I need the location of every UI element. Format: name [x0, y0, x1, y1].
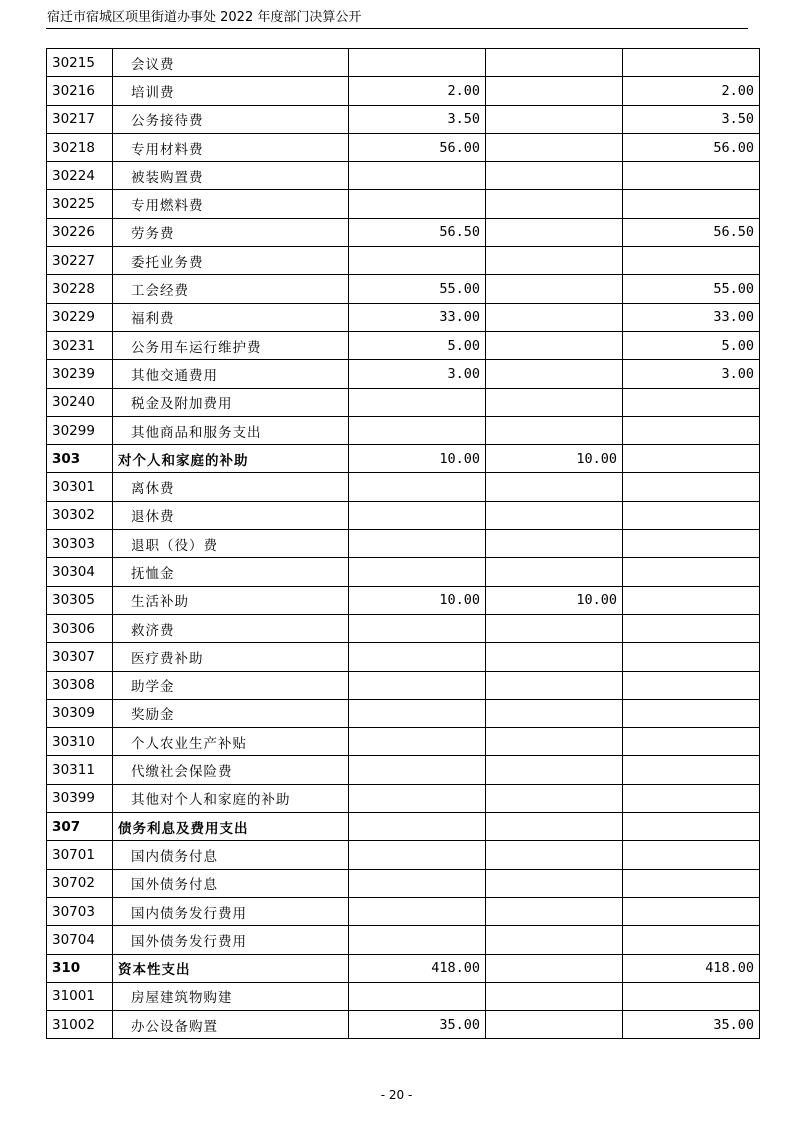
row-amount-total-cell [349, 614, 486, 642]
row-amount-total-cell [349, 784, 486, 812]
row-code-cell: 30226 [47, 218, 113, 246]
row-name-cell: 劳务费 [113, 218, 349, 246]
row-amount-personnel-cell [486, 756, 623, 784]
table-row [47, 501, 760, 529]
row-code-cell: 30399 [47, 784, 113, 812]
category-row [47, 445, 760, 473]
row-amount-personnel-cell [486, 275, 623, 303]
row-amount-total-cell: 2.00 [349, 77, 486, 105]
row-name-cell: 房屋建筑物购建 [113, 982, 349, 1010]
row-amount-total-cell: 55.00 [349, 275, 486, 303]
row-amount-total-cell [349, 501, 486, 529]
row-code-cell: 30701 [47, 841, 113, 869]
row-name-cell: 对个人和家庭的补助 [113, 445, 349, 473]
row-amount-total-cell [349, 643, 486, 671]
row-code-cell: 30307 [47, 643, 113, 671]
row-name-cell: 退休费 [113, 501, 349, 529]
row-code-cell: 30702 [47, 869, 113, 897]
row-amount-personnel-cell [486, 473, 623, 501]
row-amount-public-cell [623, 162, 760, 190]
row-amount-public-cell [623, 388, 760, 416]
row-name-cell: 公务接待费 [113, 105, 349, 133]
row-name-cell: 工会经费 [113, 275, 349, 303]
row-amount-total-cell [349, 162, 486, 190]
row-amount-total-cell [349, 728, 486, 756]
row-amount-personnel-cell: 10.00 [486, 445, 623, 473]
row-code-cell: 30218 [47, 133, 113, 161]
row-amount-personnel-cell [486, 247, 623, 275]
table-row [47, 699, 760, 727]
table-row [47, 558, 760, 586]
row-amount-public-cell [623, 982, 760, 1010]
row-amount-public-cell: 33.00 [623, 303, 760, 331]
row-amount-total-cell [349, 869, 486, 897]
row-amount-total-cell [349, 558, 486, 586]
table-row [47, 388, 760, 416]
row-code-cell: 30224 [47, 162, 113, 190]
row-amount-personnel-cell [486, 388, 623, 416]
row-amount-public-cell [623, 784, 760, 812]
row-amount-public-cell [623, 897, 760, 925]
row-amount-public-cell [623, 841, 760, 869]
row-code-cell: 30215 [47, 49, 113, 77]
row-code-cell: 30306 [47, 614, 113, 642]
row-amount-public-cell [623, 671, 760, 699]
row-amount-personnel-cell [486, 558, 623, 586]
row-name-cell: 其他交通费用 [113, 360, 349, 388]
row-amount-personnel-cell [486, 982, 623, 1010]
table-row [47, 728, 760, 756]
row-amount-personnel-cell [486, 105, 623, 133]
row-code-cell: 30308 [47, 671, 113, 699]
row-name-cell: 个人农业生产补贴 [113, 728, 349, 756]
row-amount-total-cell: 418.00 [349, 954, 486, 982]
table-row [47, 982, 760, 1010]
row-amount-personnel-cell [486, 1011, 623, 1039]
row-amount-total-cell [349, 897, 486, 925]
category-row [47, 813, 760, 841]
table-row [47, 756, 760, 784]
row-amount-public-cell [623, 445, 760, 473]
row-amount-total-cell [349, 190, 486, 218]
table-row [47, 643, 760, 671]
row-amount-personnel-cell [486, 699, 623, 727]
row-amount-public-cell [623, 558, 760, 586]
row-amount-public-cell [623, 643, 760, 671]
row-amount-personnel-cell [486, 530, 623, 558]
row-code-cell: 307 [47, 813, 113, 841]
row-amount-total-cell: 56.00 [349, 133, 486, 161]
row-amount-public-cell [623, 728, 760, 756]
row-amount-personnel-cell [486, 728, 623, 756]
row-amount-public-cell: 55.00 [623, 275, 760, 303]
row-amount-public-cell [623, 586, 760, 614]
row-amount-public-cell: 35.00 [623, 1011, 760, 1039]
row-name-cell: 专用燃料费 [113, 190, 349, 218]
row-amount-personnel-cell [486, 190, 623, 218]
row-code-cell: 30229 [47, 303, 113, 331]
row-amount-public-cell [623, 756, 760, 784]
row-code-cell: 31001 [47, 982, 113, 1010]
row-amount-total-cell [349, 388, 486, 416]
row-amount-total-cell [349, 416, 486, 444]
row-amount-total-cell [349, 473, 486, 501]
table-row [47, 162, 760, 190]
row-amount-public-cell [623, 501, 760, 529]
table-row [47, 275, 760, 303]
row-amount-public-cell: 5.00 [623, 331, 760, 359]
table-row [47, 247, 760, 275]
row-amount-public-cell [623, 530, 760, 558]
row-amount-personnel-cell [486, 77, 623, 105]
row-code-cell: 30301 [47, 473, 113, 501]
row-name-cell: 抚恤金 [113, 558, 349, 586]
row-amount-personnel-cell [486, 331, 623, 359]
row-amount-personnel-cell [486, 926, 623, 954]
row-amount-personnel-cell [486, 897, 623, 925]
row-amount-public-cell: 56.00 [623, 133, 760, 161]
page-number: - 20 - [380, 1088, 413, 1102]
row-amount-personnel-cell [486, 360, 623, 388]
row-amount-personnel-cell [486, 218, 623, 246]
row-name-cell: 退职（役）费 [113, 530, 349, 558]
row-code-cell: 30225 [47, 190, 113, 218]
table-row [47, 331, 760, 359]
row-amount-personnel-cell [486, 162, 623, 190]
row-code-cell: 30305 [47, 586, 113, 614]
row-amount-public-cell [623, 190, 760, 218]
table-row [47, 869, 760, 897]
row-name-cell: 债务利息及费用支出 [113, 813, 349, 841]
row-name-cell: 奖励金 [113, 699, 349, 727]
row-amount-personnel-cell [486, 954, 623, 982]
row-amount-total-cell: 56.50 [349, 218, 486, 246]
table-row [47, 303, 760, 331]
row-amount-total-cell [349, 756, 486, 784]
row-amount-total-cell [349, 813, 486, 841]
header-divider [46, 28, 748, 29]
row-name-cell: 专用材料费 [113, 133, 349, 161]
row-amount-public-cell [623, 473, 760, 501]
row-name-cell: 会议费 [113, 49, 349, 77]
row-amount-personnel-cell [486, 501, 623, 529]
row-amount-total-cell: 5.00 [349, 331, 486, 359]
table-row [47, 77, 760, 105]
row-amount-public-cell [623, 614, 760, 642]
row-code-cell: 30311 [47, 756, 113, 784]
table-row [47, 1011, 760, 1039]
row-name-cell: 福利费 [113, 303, 349, 331]
row-name-cell: 委托业务费 [113, 247, 349, 275]
row-name-cell: 资本性支出 [113, 954, 349, 982]
table-row [47, 360, 760, 388]
row-amount-total-cell [349, 49, 486, 77]
table-row [47, 133, 760, 161]
row-name-cell: 生活补助 [113, 586, 349, 614]
table-row [47, 218, 760, 246]
table-row [47, 190, 760, 218]
table-row [47, 530, 760, 558]
row-amount-personnel-cell [486, 614, 623, 642]
row-code-cell: 30704 [47, 926, 113, 954]
row-amount-personnel-cell [486, 49, 623, 77]
row-code-cell: 30239 [47, 360, 113, 388]
row-amount-personnel-cell [486, 303, 623, 331]
row-amount-personnel-cell [486, 784, 623, 812]
row-amount-personnel-cell [486, 133, 623, 161]
row-code-cell: 30231 [47, 331, 113, 359]
row-amount-total-cell [349, 247, 486, 275]
row-amount-public-cell [623, 699, 760, 727]
row-amount-public-cell [623, 813, 760, 841]
row-amount-total-cell [349, 841, 486, 869]
row-code-cell: 30227 [47, 247, 113, 275]
row-code-cell: 30703 [47, 897, 113, 925]
row-code-cell: 30216 [47, 77, 113, 105]
row-amount-total-cell: 33.00 [349, 303, 486, 331]
row-amount-total-cell [349, 982, 486, 1010]
expenditure-table [46, 48, 760, 1039]
row-code-cell: 30303 [47, 530, 113, 558]
table-row [47, 473, 760, 501]
row-amount-public-cell [623, 416, 760, 444]
row-amount-total-cell [349, 671, 486, 699]
row-amount-public-cell [623, 49, 760, 77]
row-amount-public-cell: 3.50 [623, 105, 760, 133]
row-amount-total-cell: 35.00 [349, 1011, 486, 1039]
row-name-cell: 救济费 [113, 614, 349, 642]
table-row [47, 926, 760, 954]
row-code-cell: 310 [47, 954, 113, 982]
row-amount-public-cell [623, 926, 760, 954]
row-name-cell: 国内债务发行费用 [113, 897, 349, 925]
table-row [47, 105, 760, 133]
row-code-cell: 31002 [47, 1011, 113, 1039]
row-amount-total-cell: 10.00 [349, 586, 486, 614]
row-amount-personnel-cell: 10.00 [486, 586, 623, 614]
row-name-cell: 其他对个人和家庭的补助 [113, 784, 349, 812]
row-amount-personnel-cell [486, 813, 623, 841]
row-amount-personnel-cell [486, 671, 623, 699]
table-row [47, 614, 760, 642]
row-amount-personnel-cell [486, 869, 623, 897]
category-row [47, 954, 760, 982]
row-name-cell: 税金及附加费用 [113, 388, 349, 416]
row-name-cell: 国外债务发行费用 [113, 926, 349, 954]
table-row [47, 586, 760, 614]
row-name-cell: 助学金 [113, 671, 349, 699]
row-name-cell: 国外债务付息 [113, 869, 349, 897]
row-amount-personnel-cell [486, 841, 623, 869]
row-name-cell: 离休费 [113, 473, 349, 501]
row-amount-public-cell: 56.50 [623, 218, 760, 246]
row-code-cell: 30217 [47, 105, 113, 133]
row-code-cell: 30299 [47, 416, 113, 444]
row-code-cell: 303 [47, 445, 113, 473]
row-code-cell: 30228 [47, 275, 113, 303]
row-amount-public-cell: 2.00 [623, 77, 760, 105]
row-amount-personnel-cell [486, 416, 623, 444]
row-code-cell: 30302 [47, 501, 113, 529]
row-name-cell: 被装购置费 [113, 162, 349, 190]
row-amount-personnel-cell [486, 643, 623, 671]
row-amount-total-cell: 10.00 [349, 445, 486, 473]
row-name-cell: 其他商品和服务支出 [113, 416, 349, 444]
row-amount-public-cell: 3.00 [623, 360, 760, 388]
row-name-cell: 代缴社会保险费 [113, 756, 349, 784]
table-row [47, 784, 760, 812]
table-row [47, 671, 760, 699]
row-amount-total-cell [349, 530, 486, 558]
table-row [47, 49, 760, 77]
row-name-cell: 医疗费补助 [113, 643, 349, 671]
row-amount-total-cell: 3.50 [349, 105, 486, 133]
expenditure-table-body [47, 49, 760, 1039]
table-row [47, 841, 760, 869]
page-header-title: 宿迁市宿城区项里街道办事处 2022 年度部门决算公开 [47, 10, 362, 25]
row-name-cell: 培训费 [113, 77, 349, 105]
row-amount-public-cell [623, 869, 760, 897]
row-name-cell: 国内债务付息 [113, 841, 349, 869]
row-name-cell: 公务用车运行维护费 [113, 331, 349, 359]
row-amount-total-cell [349, 699, 486, 727]
table-row [47, 897, 760, 925]
row-amount-public-cell: 418.00 [623, 954, 760, 982]
row-code-cell: 30240 [47, 388, 113, 416]
row-amount-total-cell [349, 926, 486, 954]
row-name-cell: 办公设备购置 [113, 1011, 349, 1039]
row-amount-total-cell: 3.00 [349, 360, 486, 388]
row-code-cell: 30304 [47, 558, 113, 586]
row-amount-public-cell [623, 247, 760, 275]
table-row [47, 416, 760, 444]
row-code-cell: 30310 [47, 728, 113, 756]
row-code-cell: 30309 [47, 699, 113, 727]
